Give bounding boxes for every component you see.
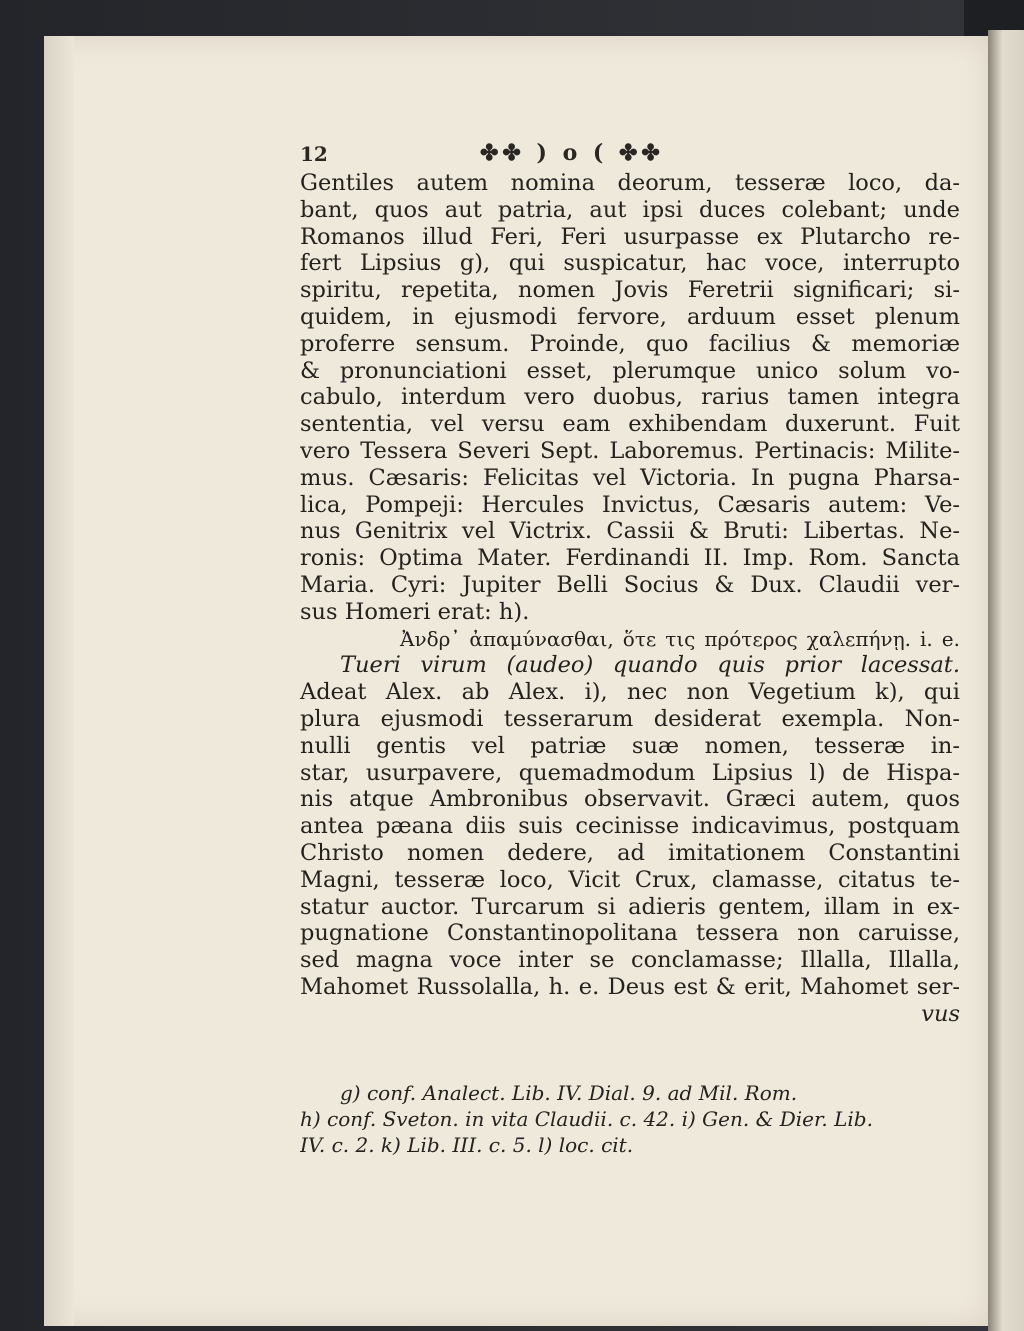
text-line: Romanos illud Feri, Feri usurpasse ex Plutarcho re-	[300, 223, 960, 250]
text-line: pugnatione Constantinopolitana tessera non caruisse,	[300, 920, 960, 947]
catchword: vus	[921, 1000, 960, 1027]
body-text	[300, 170, 960, 1028]
text-line: ronis: Optima Mater. Ferdinandi II. Imp. Rom. Sancta	[300, 545, 960, 572]
text-line: mus. Cæsaris: Felicitas vel Victoria. In pugna Pharsa-	[300, 464, 960, 491]
text-line: Adeat Alex. ab Alex. i), nec non Vegetium k), qui	[300, 679, 960, 706]
text-line: fert Lipsius g), qui suspicatur, hac voce, interrupto	[300, 250, 960, 277]
text-line: star, usurpavere, quemadmodum Lipsius l) de Hispa-	[300, 759, 960, 786]
running-header	[300, 140, 960, 174]
text-line: spiritu, repetita, nomen Jovis Feretrii significari; si-	[300, 277, 960, 304]
text-line: lica, Pompeji: Hercules Invictus, Cæsaris autem: Ve-	[300, 491, 960, 518]
text-line: Magni, tesseræ loco, Vicit Crux, clamasse, citatus te-	[300, 866, 960, 893]
page-gutter-shadow	[44, 36, 74, 1326]
text-line: Christo nomen dedere, ad imitationem Constantini	[300, 839, 960, 866]
greek-quote-line: Ἀνδρ᾽ ἀπαμύνασθαι, ὅτε τις πρότερος χαλεπήνῃ. i. e.	[400, 626, 960, 651]
text-line: antea pæana diis suis cecinisse indicavimus, postquam	[300, 813, 960, 840]
text-line: sus Homeri erat: h).	[300, 598, 530, 625]
text-line: nus Genitrix vel Victrix. Cassii & Bruti: Libertas. Ne-	[300, 518, 960, 545]
text-line: plura ejusmodi tesserarum desiderat exempla. Non-	[300, 705, 960, 732]
next-page-edge	[988, 30, 1024, 1331]
text-line: nis atque Ambronibus observavit. Græci autem, quos	[300, 786, 960, 813]
text-line: statur auctor. Turcarum si adieris gentem, illam in ex-	[300, 893, 960, 920]
text-line: Mahomet Russolalla, h. e. Deus est & erit, Mahomet ser-	[300, 973, 960, 1000]
text-line: sententia, vel versu eam exhibendam duxerunt. Fuit	[300, 411, 960, 438]
page-number: 12	[300, 142, 328, 166]
text-line: & pronunciationi esset, plerumque unico solum vo-	[300, 357, 960, 384]
text-line: proferre sensum. Proinde, quo facilius & memoriæ	[300, 330, 960, 357]
footnotes	[300, 1080, 960, 1158]
text-line: vero Tessera Severi Sept. Laboremus. Pertinacis: Milite-	[300, 437, 960, 464]
footnote-line: g) conf. Analect. Lib. IV. Dial. 9. ad Mil. Rom.	[340, 1081, 798, 1105]
text-line: cabulo, interdum vero duobus, rarius tamen integra	[300, 384, 960, 411]
header-ornament: ✤✤ ) o ( ✤✤	[480, 140, 664, 166]
text-line: bant, quos aut patria, aut ipsi duces colebant; unde	[300, 196, 960, 223]
text-line: nulli gentis vel patriæ suæ nomen, tesseræ in-	[300, 732, 960, 759]
text-line: Gentiles autem nomina deorum, tesseræ loco, da-	[300, 170, 960, 196]
text-line: quidem, in ejusmodi fervore, arduum esset plenum	[300, 303, 960, 330]
footnote-line: IV. c. 2. k) Lib. III. c. 5. l) loc. cit.	[300, 1133, 634, 1157]
text-line: Maria. Cyri: Jupiter Belli Socius & Dux. Claudii ver-	[300, 571, 960, 598]
text-line: sed magna voce inter se conclamasse; Illalla, Illalla,	[300, 947, 960, 974]
quote-translation-line: Tueri virum (audeo) quando quis prior lacessat.	[340, 652, 960, 679]
footnote-line: h) conf. Sveton. in vita Claudii. c. 42. i) Gen. & Dier. Lib.	[300, 1107, 873, 1131]
